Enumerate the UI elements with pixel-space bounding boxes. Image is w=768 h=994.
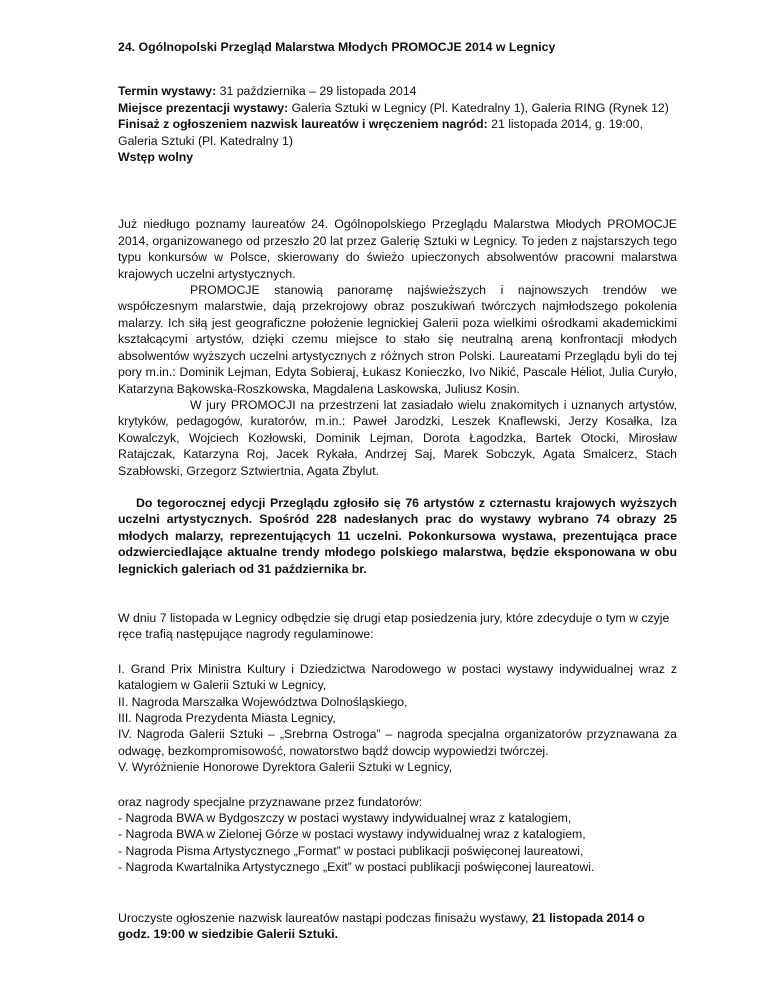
special-award-item-2: - Nagroda BWA w Zielonej Górze w postaci wystawy indywidualnej wraz z katalogiem, <box>118 827 586 842</box>
venue-label: Miejsce prezentacji wystawy: <box>118 100 289 115</box>
final-announcement <box>118 910 677 943</box>
document-page <box>118 30 677 942</box>
award-item-5: V. Wyróżnienie Honorowe Dyrektora Galerii Sztuki w Legnicy, <box>118 760 453 775</box>
final-bold: 21 listopada 2014 o godz. 19:00 w siedzibie Galerii Sztuki. <box>118 910 645 942</box>
special-awards-intro: oraz nagrody specjalne przyznawane przez fundatorów: <box>118 794 423 809</box>
paragraph-intro: Już niedługo poznamy laureatów 24. Ogólnopolskiego Przeglądu Malarstwa Młodych PROMOCJE 2014, organizowanego od przeszło 20 lat przez Galerię Sztuki w Legnicy. To jeden z najstarszych tego typu konkursów w Polsce, skierowany do świeżo upieczonych absolwentów pracowni malarstwa krajowych uczelni artystycznych. <box>118 217 677 281</box>
paragraph-promocje: PROMOCJE stanowią panoramę najświeższych i najnowszych trendów we współczesnym malarstwie, dają przekrojowy obraz poszukiwań twórczych najmłodszego pokolenia malarzy. Ich siłą jest geograficzne położenie legnickiej Galerii poza wielkimi ośrodkami akademickimi kształcącymi artystów, dzięki czemu miejsce to stało się neutralną areną konfrontacji młodych absolwentów wyższych uczelni artystycznych z różnych stron Polski. Laureatami Przeglądu byli do tej pory m.in.: Dominik Lejman, Edyta Sobieraj, Łukasz Konieczko, Ivo Nikić, Pascale Hėliot, Julia Curyło, Katarzyna Bąkowska-Roszkowska, Magdalena Laskowska, Juliusz Kosin. <box>118 283 677 396</box>
special-award-item-3: - Nagroda Pisma Artystycznego „Format” w postaci publikacji poświęconej laureatowi, <box>118 843 584 858</box>
special-award-item-4: - Nagroda Kwartalnika Artystycznego „Exit” w postaci publikacji poświęconej laureatowi. <box>118 860 595 875</box>
special-award-item-1: - Nagroda BWA w Bydgoszczy w postaci wystawy indywidualnej wraz z katalogiem, <box>118 811 572 826</box>
award-item-4: IV. Nagroda Galerii Sztuki – „Srebrna Ostroga” – nagroda specjalna organizatorów przyznawana za odwagę, bezkompromisowość, nowatorstwo bądź dowcip wypowiedzi twórczej. <box>118 727 677 758</box>
finissage-info <box>118 116 677 149</box>
paragraph-jury: W jury PROMOCJI na przestrzeni lat zasiadało wielu znakomitych i uznanych artystów, krytyków, pedagogów, kuratorów, m.in.: Paweł Jarodzki, Leszek Knaflewski, Jerzy Kosałka, Iza Kowalczyk, Wojciech Kozłowski, Dominik Lejman, Dorota Łagodzka, Bartek Otocki, Mirosław Ratajczak, Katarzyna Roj, Jacek Rykała, Andrzej Saj, Marek Sobczyk, Agata Smalcerz, Stach Szabłowski, Grzegorz Sztwiertnia, Agata Zbylut. <box>118 397 677 478</box>
document-title: 24. Ogólnopolski Przegląd Malarstwa Młodych PROMOCJE 2014 w Legnicy <box>118 40 556 54</box>
finissage-value: 21 listopada 2014, g. 19:00, Galeria Sztuki (Pl. Katedralny 1) <box>118 117 643 148</box>
award-item-1: I. Grand Prix Ministra Kultury i Dziedzictwa Narodowego w postaci wystawy indywidualnej wraz z katalogiem w Galerii Sztuki w Legnicy, <box>118 661 677 693</box>
dates-value: 31 października – 29 listopada 2014 <box>216 84 417 99</box>
award-item-3: III. Nagroda Prezydenta Miasta Legnicy, <box>118 711 336 725</box>
exhibition-dates <box>118 83 677 99</box>
award-item-2: II. Nagroda Marszałka Województwa Dolnośląskiego, <box>118 694 408 709</box>
awards-list <box>118 661 677 776</box>
special-awards-list <box>118 810 677 876</box>
event-info <box>118 83 677 165</box>
venue-value: Galeria Sztuki w Legnicy (Pl. Katedralny 1), Galeria RING (Rynek 12) <box>288 100 669 115</box>
dates-label: Termin wystawy: <box>118 84 217 99</box>
paragraph-jury-stage: W dniu 7 listopada w Legnicy odbędzie się drugi etap posiedzenia jury, które zdecyduje o tym w czyje ręce trafią następujące nagrody regulaminowe: <box>118 610 670 642</box>
free-entry: Wstęp wolny <box>118 150 194 165</box>
final-text: Uroczyste ogłoszenie nazwisk laureatów nastąpi podczas finisażu wystawy, <box>118 910 532 925</box>
finissage-label: Finisaż z ogłoszeniem nazwisk laureatów i wręczeniem nagród: <box>118 117 488 132</box>
paragraph-edition: Do tegorocznej edycji Przeglądu zgłosiło się 76 artystów z czternastu krajowych wyższych uczelni artystycznych. Spośród 228 nadesłanych prac do wystawy wybrano 74 obrazy 25 młodych malarzy, reprezentujących 11 uczelni. Pokonkursowa wystawa, prezentująca prace odzwierciedlające aktualne trendy młodego polskiego malarstwa, będzie eksponowana w obu legnickich galeriach od 31 października br. <box>118 495 677 576</box>
exhibition-venue <box>118 100 677 116</box>
